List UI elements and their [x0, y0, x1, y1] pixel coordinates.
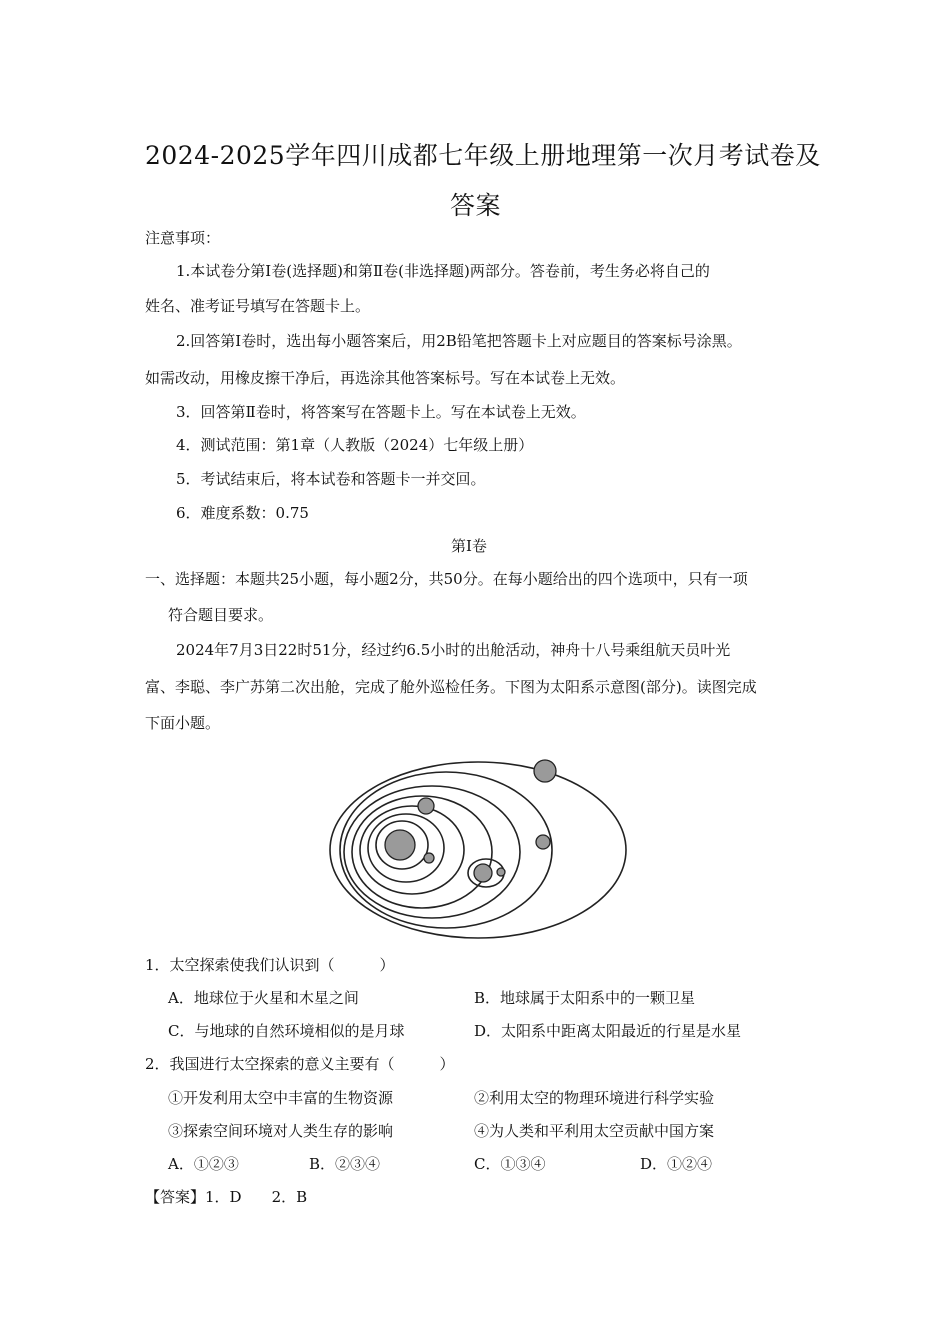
- note-2-cont: 如需改动，用橡皮擦干净后，再选涂其他答案标号。写在本试卷上无效。: [145, 369, 626, 387]
- q2-option-d: D．①②④: [640, 1155, 713, 1173]
- moon-icon: [497, 868, 505, 876]
- q1-option-b: B．地球属于太阳系中的一颗卫星: [474, 989, 696, 1007]
- answer-line: [145, 1187, 307, 1207]
- q2-statement-4: ④为人类和平利用太空贡献中国方案: [474, 1122, 715, 1140]
- question-2-stem: 2．我国进行太空探索的意义主要有（ ）: [145, 1055, 455, 1073]
- q2-option-c: C．①③④: [474, 1155, 546, 1173]
- q1-option-a: A．地球位于火星和木星之间: [168, 989, 359, 1007]
- passage-line-1: 2024年7月3日22时51分，经过约6.5小时的出舱活动，神舟十八号乘组航天员叶光: [176, 641, 731, 659]
- orbit-neptune: [330, 762, 626, 938]
- answer-text: 1．D 2．B: [205, 1188, 308, 1206]
- passage-line-2: 富、李聪、李广苏第二次出舱，完成了舱外巡检任务。下图为太阳系示意图(部分)。读图完成: [145, 678, 757, 696]
- q1-option-d: D．太阳系中距离太阳最近的行星是水星: [474, 1022, 742, 1040]
- q2-statement-2: ②利用太空的物理环境进行科学实验: [474, 1089, 715, 1107]
- planet-mars-icon: [536, 835, 550, 849]
- q2-statement-1: ①开发利用太空中丰富的生物资源: [168, 1089, 394, 1107]
- sun-icon: [385, 830, 415, 860]
- planet-venus-icon: [418, 798, 434, 814]
- volume-heading: 第Ⅰ卷: [451, 537, 487, 555]
- solar-system-diagram: [320, 750, 630, 940]
- note-4: 4．测试范围：第1章（人教版（2024）七年级上册）: [176, 436, 534, 454]
- q2-statement-3: ③探索空间环境对人类生存的影响: [168, 1122, 394, 1140]
- note-3: 3．回答第Ⅱ卷时，将答案写在答题卡上。写在本试卷上无效。: [176, 403, 586, 421]
- note-1: 1.本试卷分第Ⅰ卷(选择题)和第Ⅱ卷(非选择题)两部分。答卷前，考生务必将自己的: [176, 262, 710, 280]
- q1-option-c: C．与地球的自然环境相似的是月球: [168, 1022, 405, 1040]
- section-instruction-cont: 符合题目要求。: [168, 606, 274, 624]
- note-2: 2.回答第Ⅰ卷时，选出每小题答案后，用2B铅笔把答题卡上对应题目的答案标号涂黑。: [176, 332, 742, 350]
- question-1-stem: 1．太空探索使我们认识到（ ）: [145, 956, 395, 974]
- q2-option-b: B．②③④: [309, 1155, 381, 1173]
- notes-heading: 注意事项：: [145, 229, 221, 247]
- page-title-cont: 答案: [450, 191, 502, 220]
- page-title: 2024-2025学年四川成都七年级上册地理第一次月考试卷及: [145, 141, 821, 170]
- planet-mercury-icon: [424, 853, 434, 863]
- answer-label: 【答案】: [145, 1188, 206, 1206]
- note-1-cont: 姓名、准考证号填写在答题卡上。: [145, 297, 371, 315]
- note-6: 6．难度系数：0.75: [176, 504, 309, 522]
- note-5: 5．考试结束后，将本试卷和答题卡一并交回。: [176, 470, 486, 488]
- section-instruction: 一、选择题：本题共25小题，每小题2分，共50分。在每小题给出的四个选项中，只有一项: [145, 570, 748, 588]
- planet-jupiter-icon: [534, 760, 556, 782]
- q2-option-a: A．①②③: [168, 1155, 239, 1173]
- passage-line-3: 下面小题。: [145, 714, 221, 732]
- planet-earth-icon: [474, 864, 492, 882]
